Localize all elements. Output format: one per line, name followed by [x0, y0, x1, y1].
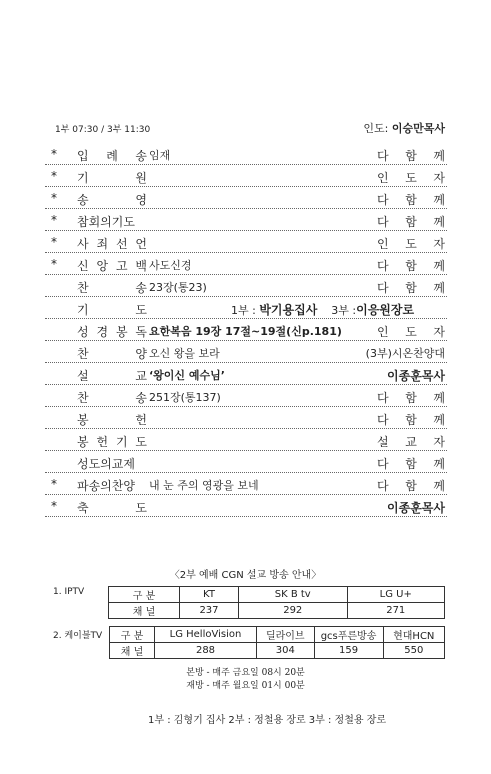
table-cell: LG U+	[347, 587, 444, 603]
leader-char: 께	[433, 391, 445, 405]
title-text	[77, 367, 147, 384]
title-char: 백	[135, 259, 147, 273]
leader-name: 이승만목사	[391, 122, 445, 135]
broadcast-title: 〈2부 예배 CGN 설교 방송 안내〉	[169, 570, 322, 581]
order-row	[45, 341, 447, 363]
title-char: 송	[77, 193, 89, 207]
order-row	[45, 209, 447, 231]
order-item-leader	[377, 235, 445, 252]
title-char: 원	[135, 171, 147, 185]
leader-char: 자	[433, 237, 445, 251]
order-row	[45, 165, 447, 187]
title-char: 죄	[96, 237, 109, 251]
order-item-content: 23장(통23)	[149, 281, 207, 294]
cable-label: 2. 케이블TV	[53, 631, 103, 641]
title-char: 헌	[135, 413, 147, 427]
title-text	[77, 499, 147, 516]
title-char: 독	[135, 325, 147, 339]
order-item-title	[51, 147, 147, 164]
prayer-3-name: 이응원장로	[356, 303, 415, 317]
required-mark: *	[51, 257, 57, 271]
order-item-leader	[377, 191, 445, 208]
title-text	[77, 411, 147, 428]
order-row	[45, 319, 447, 341]
table-cell: gcs푸른방송	[314, 627, 383, 643]
order-item-leader: 이종훈목사	[387, 501, 445, 515]
title-char: 봉	[115, 325, 128, 339]
leader-char: 함	[405, 259, 417, 273]
order-item-content: 251장(통137)	[149, 391, 221, 404]
leader-char: 함	[405, 479, 417, 493]
order-item-title	[51, 257, 147, 274]
leader-char: 다	[377, 259, 389, 273]
leader-char: 도	[405, 171, 417, 185]
order-item-title	[51, 455, 147, 472]
title-text	[77, 279, 147, 296]
table-row	[109, 603, 445, 619]
order-item-title	[51, 411, 147, 428]
order-item-title	[51, 477, 147, 494]
leader-char: 도	[405, 325, 417, 339]
leader-char: 자	[433, 171, 445, 185]
title-char: 파송의찬양	[77, 479, 135, 493]
order-row	[45, 407, 447, 429]
order-row	[45, 363, 447, 385]
table-cell: 159	[314, 643, 383, 659]
table-cell: 구 분	[110, 627, 155, 643]
leader-char: 인	[377, 325, 389, 339]
order-item-leader	[377, 389, 445, 406]
order-row	[45, 385, 447, 407]
order-item-title	[51, 367, 147, 384]
broadcast-note-rerun: 재방 - 매주 월요일 01시 00분	[186, 681, 305, 691]
order-item-leader	[377, 147, 445, 164]
title-char: 기	[115, 435, 128, 449]
cable-table	[109, 626, 445, 659]
table-cell: 구 분	[109, 587, 180, 603]
table-row	[110, 627, 445, 643]
service-header	[55, 120, 445, 136]
leader-char: 께	[433, 149, 445, 163]
order-item-leader: (3부)시온찬양대	[365, 347, 445, 360]
order-item-leader	[377, 257, 445, 274]
leader-char: 인	[377, 237, 389, 251]
title-char: 송	[135, 281, 147, 295]
title-text	[77, 213, 147, 230]
leader-char: 교	[405, 435, 417, 449]
order-item-title	[51, 235, 147, 252]
table-cell: 237	[180, 603, 239, 619]
order-item-leader	[377, 411, 445, 428]
leader-label: 인도:	[363, 122, 389, 135]
title-char: 언	[135, 237, 147, 251]
table-cell: 딜라이브	[257, 627, 315, 643]
prayer-leaders	[231, 301, 414, 318]
title-char: 례	[106, 149, 118, 163]
leader-char: 다	[377, 479, 389, 493]
order-row	[45, 275, 447, 297]
leader-char: 함	[405, 391, 417, 405]
footer-credits: 1부 : 김형기 집사 2부 : 정철용 장로 3부 : 정철용 장로	[148, 715, 387, 726]
order-item-content: 요한복음 19장 17절~19절(신p.181)	[149, 325, 342, 338]
order-item-leader	[377, 323, 445, 340]
title-text	[77, 235, 147, 252]
order-of-worship	[45, 143, 447, 517]
order-item-title	[51, 169, 147, 186]
order-item-leader	[377, 213, 445, 230]
title-text	[77, 169, 147, 186]
leader-char: 께	[433, 281, 445, 295]
order-row	[45, 143, 447, 165]
leader-char: 께	[433, 479, 445, 493]
order-item-leader	[377, 433, 445, 450]
prayer-1-label: 1부 :	[231, 304, 256, 317]
order-item-title	[51, 301, 147, 318]
title-char: 입	[77, 149, 89, 163]
leader-char: 자	[433, 435, 445, 449]
title-char: 송	[135, 391, 147, 405]
order-row	[45, 187, 447, 209]
title-char: 설	[77, 369, 89, 383]
order-item-title	[51, 389, 147, 406]
title-char: 앙	[96, 259, 109, 273]
required-mark: *	[51, 235, 57, 249]
title-char: 도	[135, 501, 147, 515]
table-cell: 288	[155, 643, 257, 659]
broadcast-note-main: 본방 - 매주 금요일 08시 20분	[186, 668, 305, 678]
title-char: 축	[77, 501, 89, 515]
required-mark: *	[51, 477, 57, 491]
leader-char: 함	[405, 457, 417, 471]
required-mark: *	[51, 191, 57, 205]
table-cell: 채 널	[110, 643, 155, 659]
title-char: 교	[135, 369, 147, 383]
title-char: 봉	[77, 435, 89, 449]
title-char: 도	[135, 435, 147, 449]
title-char: 헌	[96, 435, 109, 449]
prayer-1-name: 박기용집사	[259, 303, 318, 317]
leader-char: 인	[377, 171, 389, 185]
title-text	[77, 433, 147, 450]
title-char: 찬	[77, 281, 89, 295]
order-row	[45, 253, 447, 275]
service-time: 1부 07:30 / 3부 11:30	[55, 125, 151, 135]
title-text	[77, 191, 147, 208]
service-leader	[363, 120, 445, 136]
table-cell: SK B tv	[238, 587, 347, 603]
order-item-title	[51, 191, 147, 208]
table-cell: 현대HCN	[383, 627, 444, 643]
leader-char: 께	[433, 193, 445, 207]
title-text	[77, 257, 147, 274]
order-item-leader: 이종훈목사	[387, 369, 445, 383]
prayer-3-label: 3부 :	[331, 304, 357, 317]
order-item-title	[51, 213, 147, 230]
required-mark: *	[51, 499, 57, 513]
table-cell: 550	[383, 643, 444, 659]
title-char: 봉	[77, 413, 89, 427]
title-text	[77, 345, 147, 362]
title-char: 고	[115, 259, 128, 273]
order-item-leader	[377, 279, 445, 296]
title-char: 찬	[77, 391, 89, 405]
title-char: 기	[77, 171, 89, 185]
leader-char: 도	[405, 237, 417, 251]
table-row	[109, 587, 445, 603]
required-mark: *	[51, 169, 57, 183]
table-cell: KT	[180, 587, 239, 603]
leader-char: 다	[377, 193, 389, 207]
leader-char: 함	[405, 281, 417, 295]
leader-char: 다	[377, 149, 389, 163]
title-char: 사	[77, 237, 89, 251]
leader-char: 자	[433, 325, 445, 339]
title-text	[77, 301, 147, 318]
title-char: 찬	[77, 347, 89, 361]
title-text	[77, 389, 147, 406]
leader-char: 다	[377, 413, 389, 427]
leader-char: 함	[405, 149, 417, 163]
order-row	[45, 231, 447, 253]
leader-char: 다	[377, 215, 389, 229]
order-row	[45, 429, 447, 451]
leader-char: 함	[405, 413, 417, 427]
table-cell: 271	[347, 603, 444, 619]
leader-char: 다	[377, 391, 389, 405]
order-item-content: 임재	[149, 149, 171, 162]
iptv-table	[108, 586, 445, 619]
table-cell: LG HelloVision	[155, 627, 257, 643]
title-char: 참회의기도	[77, 215, 135, 229]
title-char: 선	[115, 237, 128, 251]
iptv-label: 1. IPTV	[53, 587, 85, 597]
order-row	[45, 451, 447, 473]
title-char: 송	[135, 149, 147, 163]
order-item-title	[51, 323, 147, 340]
title-char: 경	[96, 325, 109, 339]
order-row	[45, 495, 447, 517]
leader-char: 께	[433, 215, 445, 229]
order-row	[45, 473, 447, 495]
title-text	[77, 455, 147, 472]
order-item-title	[51, 499, 147, 516]
title-char: 성	[77, 325, 89, 339]
required-mark: *	[51, 213, 57, 227]
order-row	[45, 297, 447, 319]
leader-char: 다	[377, 457, 389, 471]
order-item-leader	[377, 169, 445, 186]
title-text	[77, 477, 147, 494]
leader-char: 께	[433, 413, 445, 427]
order-item-title	[51, 345, 147, 362]
title-text	[77, 147, 147, 164]
table-cell: 304	[257, 643, 315, 659]
leader-char: 함	[405, 215, 417, 229]
leader-char: 께	[433, 259, 445, 273]
table-cell: 채 널	[109, 603, 180, 619]
order-item-leader	[377, 455, 445, 472]
title-char: 양	[135, 347, 147, 361]
leader-char: 함	[405, 193, 417, 207]
title-char: 신	[77, 259, 89, 273]
order-item-title	[51, 279, 147, 296]
leader-char: 설	[377, 435, 389, 449]
table-cell: 292	[238, 603, 347, 619]
order-item-title	[51, 433, 147, 450]
order-item-leader	[377, 477, 445, 494]
title-text	[77, 323, 147, 340]
title-char: 영	[135, 193, 147, 207]
required-mark: *	[51, 147, 57, 161]
title-char: 기	[77, 303, 89, 317]
order-item-content: ‘왕이신 예수님’	[149, 369, 225, 382]
order-item-content: 오신 왕을 보라	[149, 347, 220, 360]
table-row	[110, 643, 445, 659]
leader-char: 다	[377, 281, 389, 295]
order-item-content: 내 눈 주의 영광을 보네	[149, 479, 259, 492]
title-char: 도	[135, 303, 147, 317]
leader-char: 께	[433, 457, 445, 471]
order-item-content: 사도신경	[149, 259, 192, 272]
title-char: 성도의교제	[77, 457, 135, 471]
